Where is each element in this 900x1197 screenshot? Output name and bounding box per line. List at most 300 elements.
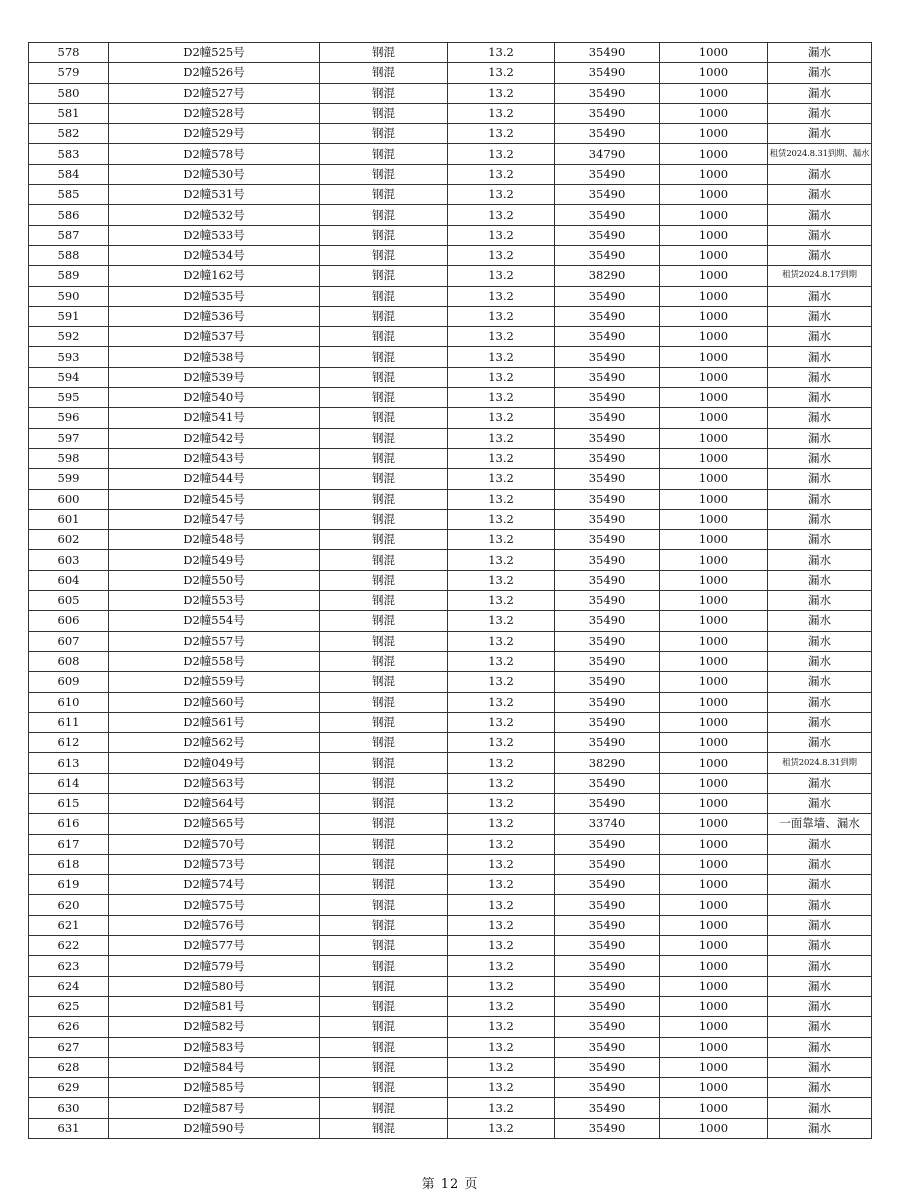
row-number-cell: 622 <box>29 936 109 956</box>
row-number-cell: 597 <box>29 428 109 448</box>
location-cell: D2幢577号 <box>109 936 320 956</box>
structure-cell: 钢混 <box>320 814 448 834</box>
price-cell: 35490 <box>555 245 660 265</box>
deposit-cell: 1000 <box>660 1098 768 1118</box>
area-cell: 13.2 <box>448 489 555 509</box>
remark-cell: 漏水 <box>768 347 872 367</box>
remark-cell: 漏水 <box>768 469 872 489</box>
price-cell: 35490 <box>555 83 660 103</box>
deposit-cell: 1000 <box>660 1118 768 1138</box>
area-cell: 13.2 <box>448 915 555 935</box>
location-cell: D2幢550号 <box>109 570 320 590</box>
structure-cell: 钢混 <box>320 712 448 732</box>
row-number-cell: 631 <box>29 1118 109 1138</box>
remark-cell: 漏水 <box>768 530 872 550</box>
table-row <box>29 266 872 286</box>
table-row <box>29 1078 872 1098</box>
structure-cell: 钢混 <box>320 43 448 63</box>
deposit-cell: 1000 <box>660 489 768 509</box>
row-number-cell: 587 <box>29 225 109 245</box>
area-cell: 13.2 <box>448 83 555 103</box>
row-number-cell: 616 <box>29 814 109 834</box>
location-cell: D2幢548号 <box>109 530 320 550</box>
table-row <box>29 875 872 895</box>
table-row <box>29 976 872 996</box>
structure-cell: 钢混 <box>320 956 448 976</box>
structure-cell: 钢混 <box>320 266 448 286</box>
remark-cell: 漏水 <box>768 773 872 793</box>
table-row <box>29 793 872 813</box>
table-row <box>29 388 872 408</box>
deposit-cell: 1000 <box>660 1078 768 1098</box>
structure-cell: 钢混 <box>320 854 448 874</box>
location-cell: D2幢533号 <box>109 225 320 245</box>
remark-cell: 漏水 <box>768 875 872 895</box>
area-cell: 13.2 <box>448 164 555 184</box>
structure-cell: 钢混 <box>320 388 448 408</box>
area-cell: 13.2 <box>448 631 555 651</box>
area-cell: 13.2 <box>448 144 555 164</box>
area-cell: 13.2 <box>448 306 555 326</box>
area-cell: 13.2 <box>448 753 555 773</box>
area-cell: 13.2 <box>448 286 555 306</box>
deposit-cell: 1000 <box>660 245 768 265</box>
price-cell: 35490 <box>555 651 660 671</box>
row-number-cell: 602 <box>29 530 109 550</box>
table-row <box>29 712 872 732</box>
structure-cell: 钢混 <box>320 103 448 123</box>
price-cell: 35490 <box>555 956 660 976</box>
area-cell: 13.2 <box>448 1118 555 1138</box>
structure-cell: 钢混 <box>320 692 448 712</box>
area-cell: 13.2 <box>448 936 555 956</box>
row-number-cell: 581 <box>29 103 109 123</box>
price-cell: 35490 <box>555 185 660 205</box>
row-number-cell: 598 <box>29 448 109 468</box>
structure-cell: 钢混 <box>320 834 448 854</box>
deposit-cell: 1000 <box>660 773 768 793</box>
row-number-cell: 610 <box>29 692 109 712</box>
table-row <box>29 306 872 326</box>
location-cell: D2幢563号 <box>109 773 320 793</box>
remark-cell: 漏水 <box>768 591 872 611</box>
row-number-cell: 623 <box>29 956 109 976</box>
row-number-cell: 609 <box>29 672 109 692</box>
table-row <box>29 1057 872 1077</box>
structure-cell: 钢混 <box>320 347 448 367</box>
location-cell: D2幢545号 <box>109 489 320 509</box>
structure-cell: 钢混 <box>320 915 448 935</box>
structure-cell: 钢混 <box>320 530 448 550</box>
remark-cell: 漏水 <box>768 895 872 915</box>
row-number-cell: 606 <box>29 611 109 631</box>
row-number-cell: 615 <box>29 793 109 813</box>
structure-cell: 钢混 <box>320 550 448 570</box>
area-cell: 13.2 <box>448 672 555 692</box>
row-number-cell: 618 <box>29 854 109 874</box>
location-cell: D2幢574号 <box>109 875 320 895</box>
location-cell: D2幢535号 <box>109 286 320 306</box>
remark-cell: 漏水 <box>768 124 872 144</box>
remark-cell: 漏水 <box>768 651 872 671</box>
deposit-cell: 1000 <box>660 469 768 489</box>
remark-cell: 漏水 <box>768 1078 872 1098</box>
table-row <box>29 469 872 489</box>
table-row <box>29 164 872 184</box>
remark-cell: 漏水 <box>768 956 872 976</box>
row-number-cell: 578 <box>29 43 109 63</box>
price-cell: 35490 <box>555 1037 660 1057</box>
remark-cell: 漏水 <box>768 306 872 326</box>
deposit-cell: 1000 <box>660 1037 768 1057</box>
structure-cell: 钢混 <box>320 631 448 651</box>
area-cell: 13.2 <box>448 875 555 895</box>
structure-cell: 钢混 <box>320 936 448 956</box>
deposit-cell: 1000 <box>660 692 768 712</box>
area-cell: 13.2 <box>448 124 555 144</box>
area-cell: 13.2 <box>448 530 555 550</box>
price-cell: 35490 <box>555 469 660 489</box>
remark-cell: 漏水 <box>768 570 872 590</box>
deposit-cell: 1000 <box>660 936 768 956</box>
price-cell: 35490 <box>555 448 660 468</box>
location-cell: D2幢529号 <box>109 124 320 144</box>
deposit-cell: 1000 <box>660 103 768 123</box>
location-cell: D2幢584号 <box>109 1057 320 1077</box>
structure-cell: 钢混 <box>320 591 448 611</box>
deposit-cell: 1000 <box>660 408 768 428</box>
price-cell: 35490 <box>555 1078 660 1098</box>
structure-cell: 钢混 <box>320 611 448 631</box>
area-cell: 13.2 <box>448 245 555 265</box>
price-cell: 35490 <box>555 408 660 428</box>
price-cell: 35490 <box>555 550 660 570</box>
price-cell: 35490 <box>555 611 660 631</box>
location-cell: D2幢525号 <box>109 43 320 63</box>
table-row <box>29 651 872 671</box>
area-cell: 13.2 <box>448 895 555 915</box>
price-cell: 35490 <box>555 1057 660 1077</box>
price-cell: 35490 <box>555 915 660 935</box>
area-cell: 13.2 <box>448 367 555 387</box>
table-row <box>29 692 872 712</box>
price-cell: 35490 <box>555 306 660 326</box>
structure-cell: 钢混 <box>320 895 448 915</box>
area-cell: 13.2 <box>448 103 555 123</box>
remark-cell: 租赁2024.8.17到期 <box>768 266 872 286</box>
remark-cell: 租赁2024.8.31到期、漏水 <box>768 144 872 164</box>
remark-cell: 漏水 <box>768 43 872 63</box>
deposit-cell: 1000 <box>660 1017 768 1037</box>
area-cell: 13.2 <box>448 733 555 753</box>
location-cell: D2幢527号 <box>109 83 320 103</box>
price-cell: 35490 <box>555 976 660 996</box>
page-number: 第 12 页 <box>421 1177 479 1192</box>
row-number-cell: 594 <box>29 367 109 387</box>
row-number-cell: 580 <box>29 83 109 103</box>
price-cell: 35490 <box>555 631 660 651</box>
row-number-cell: 590 <box>29 286 109 306</box>
price-cell: 35490 <box>555 793 660 813</box>
location-cell: D2幢581号 <box>109 996 320 1016</box>
area-cell: 13.2 <box>448 996 555 1016</box>
structure-cell: 钢混 <box>320 124 448 144</box>
remark-cell: 漏水 <box>768 225 872 245</box>
location-cell: D2幢544号 <box>109 469 320 489</box>
location-cell: D2幢528号 <box>109 103 320 123</box>
price-cell: 35490 <box>555 834 660 854</box>
row-number-cell: 591 <box>29 306 109 326</box>
location-cell: D2幢564号 <box>109 793 320 813</box>
structure-cell: 钢混 <box>320 793 448 813</box>
location-cell: D2幢579号 <box>109 956 320 976</box>
deposit-cell: 1000 <box>660 1057 768 1077</box>
location-cell: D2幢532号 <box>109 205 320 225</box>
row-number-cell: 595 <box>29 388 109 408</box>
deposit-cell: 1000 <box>660 225 768 245</box>
row-number-cell: 592 <box>29 327 109 347</box>
table-row <box>29 591 872 611</box>
table-row <box>29 245 872 265</box>
table-row <box>29 773 872 793</box>
structure-cell: 钢混 <box>320 1017 448 1037</box>
area-cell: 13.2 <box>448 1037 555 1057</box>
remark-cell: 漏水 <box>768 611 872 631</box>
data-table <box>28 42 872 1139</box>
price-cell: 35490 <box>555 43 660 63</box>
price-cell: 35490 <box>555 205 660 225</box>
remark-cell: 漏水 <box>768 1118 872 1138</box>
remark-cell: 漏水 <box>768 286 872 306</box>
deposit-cell: 1000 <box>660 854 768 874</box>
price-cell: 35490 <box>555 367 660 387</box>
area-cell: 13.2 <box>448 225 555 245</box>
table-body <box>29 43 872 1139</box>
table-row <box>29 530 872 550</box>
structure-cell: 钢混 <box>320 144 448 164</box>
table-row <box>29 83 872 103</box>
price-cell: 35490 <box>555 327 660 347</box>
structure-cell: 钢混 <box>320 672 448 692</box>
remark-cell: 漏水 <box>768 1098 872 1118</box>
remark-cell: 漏水 <box>768 631 872 651</box>
row-number-cell: 625 <box>29 996 109 1016</box>
table-row <box>29 124 872 144</box>
location-cell: D2幢543号 <box>109 448 320 468</box>
area-cell: 13.2 <box>448 570 555 590</box>
price-cell: 35490 <box>555 591 660 611</box>
location-cell: D2幢530号 <box>109 164 320 184</box>
structure-cell: 钢混 <box>320 306 448 326</box>
row-number-cell: 596 <box>29 408 109 428</box>
deposit-cell: 1000 <box>660 976 768 996</box>
area-cell: 13.2 <box>448 266 555 286</box>
location-cell: D2幢561号 <box>109 712 320 732</box>
price-cell: 35490 <box>555 530 660 550</box>
table-row <box>29 631 872 651</box>
table-row <box>29 996 872 1016</box>
area-cell: 13.2 <box>448 773 555 793</box>
area-cell: 13.2 <box>448 63 555 83</box>
remark-cell: 漏水 <box>768 103 872 123</box>
table-row <box>29 428 872 448</box>
table-row <box>29 1017 872 1037</box>
table-row <box>29 43 872 63</box>
row-number-cell: 611 <box>29 712 109 732</box>
row-number-cell: 603 <box>29 550 109 570</box>
table-row <box>29 854 872 874</box>
deposit-cell: 1000 <box>660 996 768 1016</box>
deposit-cell: 1000 <box>660 306 768 326</box>
area-cell: 13.2 <box>448 408 555 428</box>
remark-cell: 漏水 <box>768 1037 872 1057</box>
structure-cell: 钢混 <box>320 1037 448 1057</box>
price-cell: 35490 <box>555 1098 660 1118</box>
table-row <box>29 509 872 529</box>
deposit-cell: 1000 <box>660 672 768 692</box>
location-cell: D2幢536号 <box>109 306 320 326</box>
structure-cell: 钢混 <box>320 489 448 509</box>
price-cell: 35490 <box>555 895 660 915</box>
structure-cell: 钢混 <box>320 509 448 529</box>
row-number-cell: 582 <box>29 124 109 144</box>
remark-cell: 漏水 <box>768 164 872 184</box>
location-cell: D2幢565号 <box>109 814 320 834</box>
table-row <box>29 448 872 468</box>
row-number-cell: 614 <box>29 773 109 793</box>
table-row <box>29 205 872 225</box>
location-cell: D2幢557号 <box>109 631 320 651</box>
remark-cell: 漏水 <box>768 327 872 347</box>
structure-cell: 钢混 <box>320 327 448 347</box>
price-cell: 35490 <box>555 1118 660 1138</box>
location-cell: D2幢575号 <box>109 895 320 915</box>
table-row <box>29 814 872 834</box>
price-cell: 35490 <box>555 692 660 712</box>
remark-cell: 一面靠墙、漏水 <box>768 814 872 834</box>
row-number-cell: 600 <box>29 489 109 509</box>
price-cell: 35490 <box>555 1017 660 1037</box>
deposit-cell: 1000 <box>660 530 768 550</box>
price-cell: 35490 <box>555 286 660 306</box>
remark-cell: 漏水 <box>768 915 872 935</box>
deposit-cell: 1000 <box>660 448 768 468</box>
price-cell: 35490 <box>555 388 660 408</box>
table-row <box>29 327 872 347</box>
price-cell: 38290 <box>555 753 660 773</box>
structure-cell: 钢混 <box>320 408 448 428</box>
price-cell: 35490 <box>555 164 660 184</box>
deposit-cell: 1000 <box>660 733 768 753</box>
deposit-cell: 1000 <box>660 388 768 408</box>
area-cell: 13.2 <box>448 712 555 732</box>
price-cell: 35490 <box>555 489 660 509</box>
row-number-cell: 584 <box>29 164 109 184</box>
structure-cell: 钢混 <box>320 225 448 245</box>
location-cell: D2幢582号 <box>109 1017 320 1037</box>
deposit-cell: 1000 <box>660 895 768 915</box>
area-cell: 13.2 <box>448 428 555 448</box>
structure-cell: 钢混 <box>320 651 448 671</box>
price-cell: 35490 <box>555 733 660 753</box>
location-cell: D2幢553号 <box>109 591 320 611</box>
remark-cell: 漏水 <box>768 509 872 529</box>
deposit-cell: 1000 <box>660 611 768 631</box>
remark-cell: 漏水 <box>768 936 872 956</box>
row-number-cell: 617 <box>29 834 109 854</box>
remark-cell: 漏水 <box>768 692 872 712</box>
table-row <box>29 185 872 205</box>
structure-cell: 钢混 <box>320 1078 448 1098</box>
row-number-cell: 629 <box>29 1078 109 1098</box>
remark-cell: 漏水 <box>768 834 872 854</box>
table-row <box>29 895 872 915</box>
area-cell: 13.2 <box>448 469 555 489</box>
area-cell: 13.2 <box>448 611 555 631</box>
structure-cell: 钢混 <box>320 63 448 83</box>
location-cell: D2幢526号 <box>109 63 320 83</box>
price-cell: 35490 <box>555 570 660 590</box>
structure-cell: 钢混 <box>320 733 448 753</box>
remark-cell: 漏水 <box>768 793 872 813</box>
structure-cell: 钢混 <box>320 469 448 489</box>
area-cell: 13.2 <box>448 205 555 225</box>
deposit-cell: 1000 <box>660 83 768 103</box>
area-cell: 13.2 <box>448 956 555 976</box>
location-cell: D2幢162号 <box>109 266 320 286</box>
remark-cell: 漏水 <box>768 672 872 692</box>
deposit-cell: 1000 <box>660 712 768 732</box>
deposit-cell: 1000 <box>660 753 768 773</box>
location-cell: D2幢585号 <box>109 1078 320 1098</box>
price-cell: 35490 <box>555 509 660 529</box>
row-number-cell: 621 <box>29 915 109 935</box>
remark-cell: 漏水 <box>768 185 872 205</box>
deposit-cell: 1000 <box>660 550 768 570</box>
area-cell: 13.2 <box>448 793 555 813</box>
table-row <box>29 63 872 83</box>
remark-cell: 漏水 <box>768 712 872 732</box>
location-cell: D2幢576号 <box>109 915 320 935</box>
area-cell: 13.2 <box>448 509 555 529</box>
structure-cell: 钢混 <box>320 286 448 306</box>
remark-cell: 漏水 <box>768 448 872 468</box>
deposit-cell: 1000 <box>660 591 768 611</box>
row-number-cell: 589 <box>29 266 109 286</box>
price-cell: 35490 <box>555 672 660 692</box>
location-cell: D2幢558号 <box>109 651 320 671</box>
table-row <box>29 753 872 773</box>
location-cell: D2幢547号 <box>109 509 320 529</box>
structure-cell: 钢混 <box>320 83 448 103</box>
table-row <box>29 489 872 509</box>
structure-cell: 钢混 <box>320 428 448 448</box>
area-cell: 13.2 <box>448 651 555 671</box>
remark-cell: 漏水 <box>768 1017 872 1037</box>
price-cell: 34790 <box>555 144 660 164</box>
area-cell: 13.2 <box>448 1057 555 1077</box>
location-cell: D2幢542号 <box>109 428 320 448</box>
price-cell: 35490 <box>555 63 660 83</box>
deposit-cell: 1000 <box>660 875 768 895</box>
price-cell: 35490 <box>555 428 660 448</box>
structure-cell: 钢混 <box>320 1118 448 1138</box>
remark-cell: 漏水 <box>768 63 872 83</box>
area-cell: 13.2 <box>448 550 555 570</box>
location-cell: D2幢537号 <box>109 327 320 347</box>
deposit-cell: 1000 <box>660 631 768 651</box>
table-row <box>29 611 872 631</box>
